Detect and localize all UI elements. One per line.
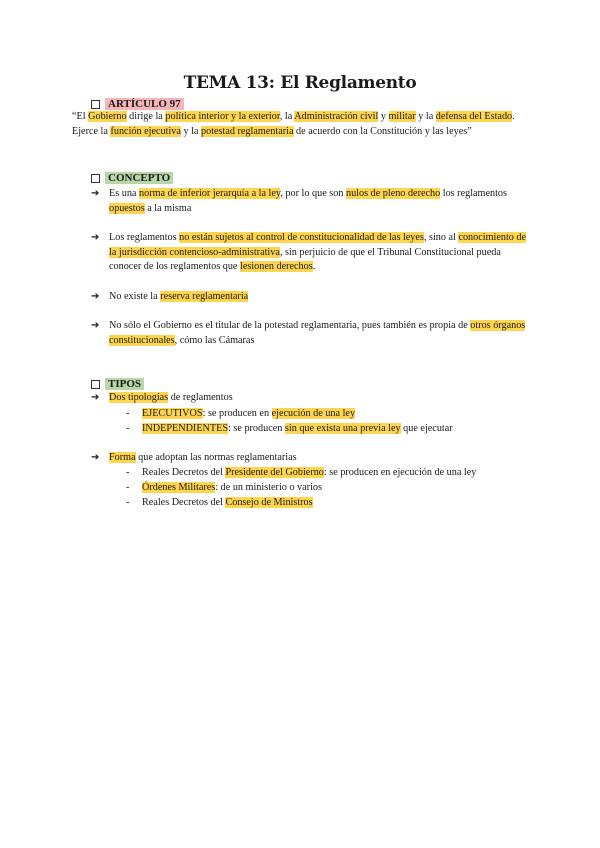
highlighted-text: norma de inferior jerarquía a la ley: [139, 188, 281, 199]
highlighted-text: sin que exista una previa ley: [284, 423, 401, 434]
text-run: que ejecutar: [400, 423, 453, 434]
text-run: : se producen en: [202, 408, 272, 419]
text-run: y la: [180, 125, 201, 137]
arrow-right-icon: ➔: [91, 188, 100, 199]
list-item-text: [109, 319, 531, 348]
list-item: [91, 319, 531, 348]
highlighted-text: potestad reglamentaria: [201, 125, 294, 137]
checkbox-icon: [91, 100, 100, 109]
sub-list-item: [126, 466, 546, 481]
text-run: a la misma: [144, 202, 192, 214]
list-item-text: [109, 451, 297, 466]
highlighted-text: lesionen derechos: [239, 261, 313, 273]
list-item-text: [109, 231, 531, 275]
list-item: [91, 451, 511, 466]
list-item: [91, 187, 511, 216]
sub-list-item: [126, 481, 526, 496]
dash-icon: -: [126, 423, 130, 434]
section-label: ARTÍCULO 97: [105, 98, 184, 110]
section-label: TIPOS: [105, 378, 144, 390]
text-run: : se producen en ejecución de una ley: [323, 467, 477, 478]
dash-icon: -: [126, 467, 130, 478]
highlighted-text: reserva reglamentaria: [160, 291, 249, 302]
text-run: los reglamentos: [440, 188, 507, 199]
text-run: Reales Decretos del: [142, 497, 226, 508]
highlighted-text: Consejo de Ministros: [225, 497, 313, 508]
highlighted-text: función ejecutiva: [110, 125, 181, 137]
highlighted-text: Órdenes Militares: [142, 482, 216, 493]
text-run: Los reglamentos: [109, 232, 180, 243]
text-run: , la: [279, 111, 295, 122]
section-tipos-heading: [91, 378, 144, 390]
highlighted-text: nulos de pleno derecho: [345, 188, 441, 199]
sub-list-item: [126, 422, 526, 437]
highlighted-text: Gobierno: [88, 111, 127, 122]
highlighted-text: Administración civil: [294, 111, 379, 122]
text-run: : de un ministerio o varios: [215, 482, 322, 493]
text-run: . Ejerce la: [72, 111, 515, 137]
dash-icon: -: [126, 408, 130, 419]
section-label: CONCEPTO: [105, 172, 173, 184]
text-run: No sólo el Gobierno es el titular de la potestad reglamentaria, pues también es propia de: [109, 320, 471, 331]
text-run: “El: [72, 111, 89, 122]
text-run: que adoptan las normas reglamentarias: [135, 452, 297, 463]
highlighted-text: Presidente del Gobierno: [225, 467, 324, 478]
page-title: TEMA 13: El Reglamento: [183, 73, 417, 93]
highlighted-text: otros órganos constitucionales: [109, 320, 526, 346]
highlighted-text: no están sujetos al control de constitucionalidad de las leyes: [179, 232, 424, 243]
list-item-text: [109, 290, 248, 305]
text-run: dirige la: [126, 111, 166, 122]
sub-list-item: [126, 496, 526, 511]
highlighted-text: conocimiento de la jurisdicción contencioso-administrativa: [109, 232, 527, 258]
highlighted-text: política interior y la exterior: [165, 111, 280, 122]
sub-list-item: [126, 407, 526, 422]
text-run: , por lo que son: [280, 188, 346, 199]
highlighted-text: militar: [388, 111, 416, 122]
text-run: , cómo las Cámaras: [174, 334, 255, 346]
dash-icon: -: [126, 497, 130, 508]
highlighted-text: ejecución de una ley: [271, 408, 356, 419]
list-item: [91, 391, 511, 406]
checkbox-icon: [91, 174, 100, 183]
text-run: de reglamentos: [168, 392, 233, 403]
list-item-text: [109, 187, 511, 216]
text-run: y la: [415, 111, 436, 122]
list-item: [91, 231, 531, 275]
highlighted-text: defensa del Estado: [435, 111, 513, 122]
text-run: Reales Decretos del: [142, 467, 226, 478]
highlighted-text: Dos tipologías: [109, 392, 169, 403]
section-articulo-heading: [91, 98, 184, 110]
text-run: Es una: [109, 188, 139, 199]
sub-list-item-text: [142, 466, 476, 481]
arrow-right-icon: ➔: [91, 232, 100, 243]
sub-list-item-text: [142, 481, 322, 496]
text-run: : se producen: [228, 423, 285, 434]
text-run: y: [378, 111, 389, 122]
highlighted-text: opuestos: [109, 202, 145, 214]
arrow-right-icon: ➔: [91, 291, 100, 302]
highlighted-text: Forma: [109, 452, 136, 463]
text-run: , sino al: [423, 232, 459, 243]
text-run: .: [312, 261, 316, 273]
dash-icon: -: [126, 482, 130, 493]
list-item-text: [109, 391, 233, 406]
arrow-right-icon: ➔: [91, 392, 100, 403]
checkbox-icon: [91, 380, 100, 389]
sub-list-item-text: [142, 496, 313, 511]
text-run: , sin perjuicio de que el Tribunal Constitucional pueda conocer de los reglamentos que: [109, 246, 501, 273]
text-run: No existe la: [109, 291, 161, 302]
section-concepto-heading: [91, 172, 173, 184]
sub-list-item-text: [142, 407, 355, 422]
arrow-right-icon: ➔: [91, 452, 100, 463]
text-run: de acuerdo con la Constitución y las leyes”: [293, 125, 472, 137]
highlighted-text: EJECUTIVOS: [142, 408, 203, 419]
arrow-right-icon: ➔: [91, 320, 100, 331]
highlighted-text: INDEPENDIENTES: [142, 423, 229, 434]
list-item: [91, 290, 511, 305]
articulo-quote: [72, 110, 532, 139]
sub-list-item-text: [142, 422, 453, 437]
